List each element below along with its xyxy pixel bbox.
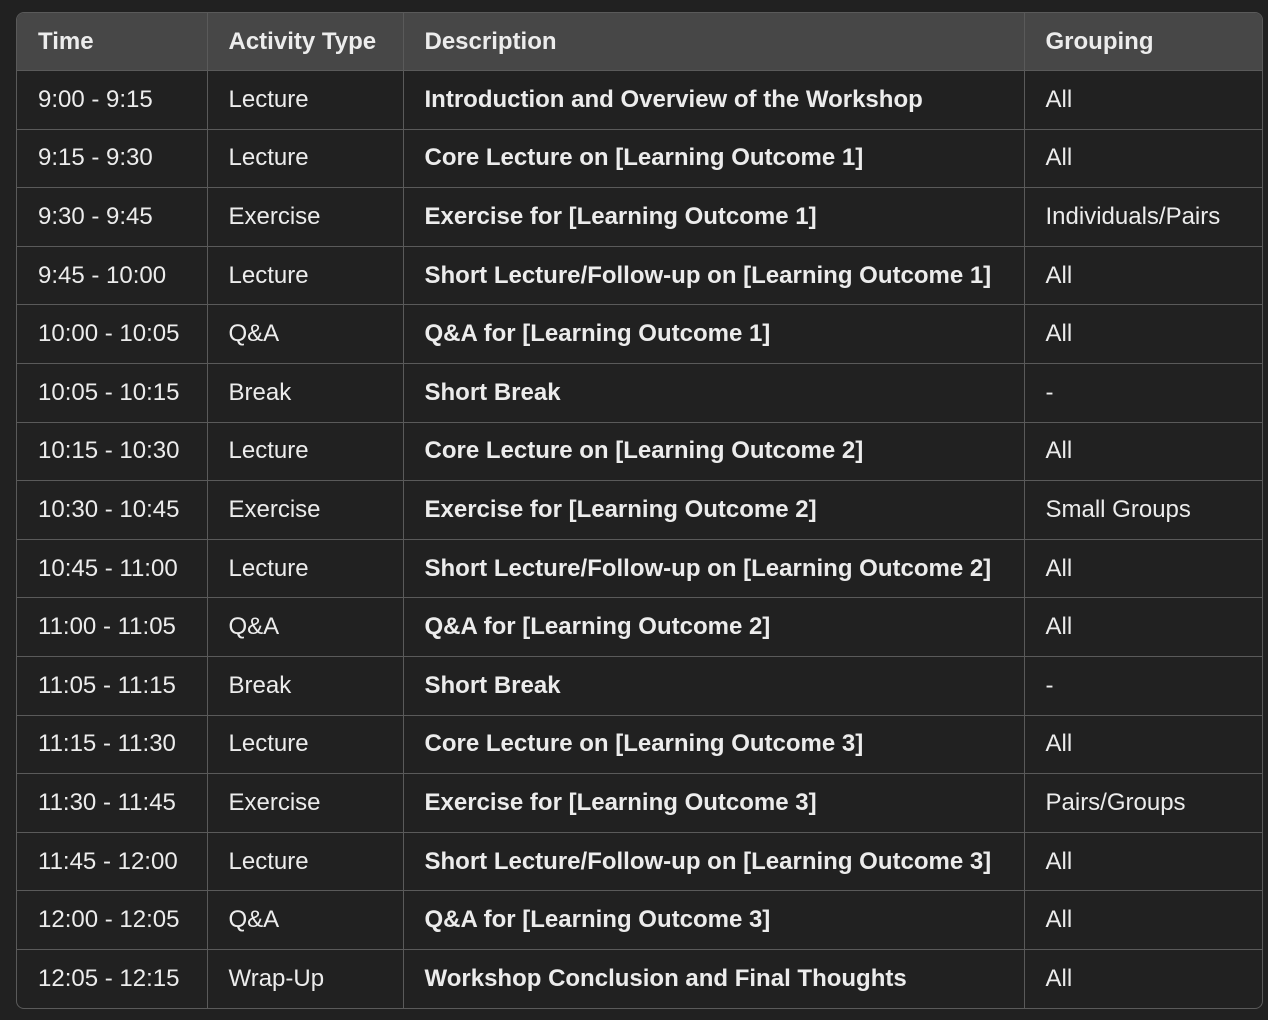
table-row bbox=[17, 715, 1262, 774]
cell-time: 10:45 - 11:00 bbox=[17, 539, 207, 598]
cell-time: 10:15 - 10:30 bbox=[17, 422, 207, 481]
cell-grouping: All bbox=[1024, 71, 1262, 130]
table-row bbox=[17, 539, 1262, 598]
cell-grouping: All bbox=[1024, 539, 1262, 598]
cell-description: Q&A for [Learning Outcome 2] bbox=[403, 598, 1024, 657]
cell-description: Short Lecture/Follow-up on [Learning Outcome 1] bbox=[403, 246, 1024, 305]
table-row bbox=[17, 246, 1262, 305]
cell-time: 11:45 - 12:00 bbox=[17, 832, 207, 891]
cell-grouping: All bbox=[1024, 715, 1262, 774]
cell-activity-type: Break bbox=[207, 656, 403, 715]
cell-grouping: - bbox=[1024, 656, 1262, 715]
cell-time: 9:00 - 9:15 bbox=[17, 71, 207, 130]
cell-activity-type: Lecture bbox=[207, 71, 403, 130]
table-row bbox=[17, 363, 1262, 422]
table-row bbox=[17, 481, 1262, 540]
cell-description: Exercise for [Learning Outcome 1] bbox=[403, 188, 1024, 247]
cell-grouping: Pairs/Groups bbox=[1024, 774, 1262, 833]
cell-description: Core Lecture on [Learning Outcome 2] bbox=[403, 422, 1024, 481]
header-row bbox=[17, 13, 1262, 71]
cell-description: Core Lecture on [Learning Outcome 3] bbox=[403, 715, 1024, 774]
header-description: Description bbox=[403, 13, 1024, 71]
table-body bbox=[17, 71, 1262, 1008]
cell-grouping: All bbox=[1045, 964, 1073, 992]
table-row bbox=[17, 891, 1262, 950]
cell-activity-type: Lecture bbox=[207, 129, 403, 188]
cell-description: Introduction and Overview of the Workshop bbox=[403, 71, 1024, 130]
cell-activity-type: Q&A bbox=[207, 305, 403, 364]
table-row bbox=[17, 71, 1262, 130]
cell-grouping: All bbox=[1024, 246, 1262, 305]
cell-description: Q&A for [Learning Outcome 1] bbox=[403, 305, 1024, 364]
cell-time: 9:45 - 10:00 bbox=[17, 246, 207, 305]
table-row bbox=[17, 422, 1262, 481]
cell-activity-type: Wrap-Up bbox=[207, 949, 403, 1007]
cell-description: Core Lecture on [Learning Outcome 1] bbox=[403, 129, 1024, 188]
schedule-table-container bbox=[16, 12, 1263, 1009]
cell-time: 9:15 - 9:30 bbox=[17, 129, 207, 188]
cell-time: 11:05 - 11:15 bbox=[17, 656, 207, 715]
cell-time: 11:30 - 11:45 bbox=[17, 774, 207, 833]
table-row bbox=[17, 832, 1262, 891]
cell-grouping: - bbox=[1024, 363, 1262, 422]
cell-description: Exercise for [Learning Outcome 3] bbox=[403, 774, 1024, 833]
cell-activity-type: Lecture bbox=[207, 422, 403, 481]
cell-description: Short Lecture/Follow-up on [Learning Outcome 2] bbox=[403, 539, 1024, 598]
schedule-table bbox=[17, 13, 1262, 1008]
cell-activity-type: Q&A bbox=[207, 891, 403, 950]
cell-grouping: Individuals/Pairs bbox=[1024, 188, 1262, 247]
cell-activity-type: Exercise bbox=[207, 774, 403, 833]
cell-activity-type: Exercise bbox=[207, 188, 403, 247]
table-row bbox=[17, 129, 1262, 188]
cell-description: Q&A for [Learning Outcome 3] bbox=[403, 891, 1024, 950]
cell-time: 9:30 - 9:45 bbox=[17, 188, 207, 247]
cell-grouping: All bbox=[1024, 305, 1262, 364]
cell-time: 12:00 - 12:05 bbox=[17, 891, 207, 950]
cell-activity-type: Exercise bbox=[207, 481, 403, 540]
cell-description: Short Lecture/Follow-up on [Learning Outcome 3] bbox=[403, 832, 1024, 891]
cell-grouping: All bbox=[1024, 832, 1262, 891]
cell-grouping: All bbox=[1024, 129, 1262, 188]
cell-grouping: Small Groups bbox=[1024, 481, 1262, 540]
cell-time: 10:05 - 10:15 bbox=[17, 363, 207, 422]
cell-time: 12:05 - 12:15 bbox=[17, 949, 207, 1007]
cell-grouping: All bbox=[1024, 598, 1262, 657]
header-activity-type: Activity Type bbox=[207, 13, 403, 71]
cell-description: Short Break bbox=[403, 656, 1024, 715]
cell-activity-type: Lecture bbox=[207, 832, 403, 891]
cell-time: 11:00 - 11:05 bbox=[17, 598, 207, 657]
table-row bbox=[17, 656, 1262, 715]
cell-activity-type: Lecture bbox=[207, 246, 403, 305]
cell-activity-type: Lecture bbox=[207, 715, 403, 774]
cell-time: 11:15 - 11:30 bbox=[17, 715, 207, 774]
table-header bbox=[17, 13, 1262, 71]
table-row bbox=[17, 774, 1262, 833]
cell-activity-type: Q&A bbox=[207, 598, 403, 657]
cell-activity-type: Break bbox=[207, 363, 403, 422]
header-grouping: Grouping bbox=[1024, 13, 1262, 71]
table-row bbox=[17, 305, 1262, 364]
header-time: Time bbox=[17, 13, 207, 71]
cell-description: Short Break bbox=[403, 363, 1024, 422]
cell-time: 10:30 - 10:45 bbox=[17, 481, 207, 540]
table-row bbox=[17, 188, 1262, 247]
cell-description: Workshop Conclusion and Final Thoughts bbox=[403, 949, 1024, 1007]
cell-grouping: All bbox=[1024, 891, 1262, 950]
table-row bbox=[17, 949, 1262, 1007]
cell-grouping: All bbox=[1024, 422, 1262, 481]
table-row bbox=[17, 598, 1262, 657]
cell-activity-type: Lecture bbox=[207, 539, 403, 598]
cell-time: 10:00 - 10:05 bbox=[17, 305, 207, 364]
cell-description: Exercise for [Learning Outcome 2] bbox=[403, 481, 1024, 540]
